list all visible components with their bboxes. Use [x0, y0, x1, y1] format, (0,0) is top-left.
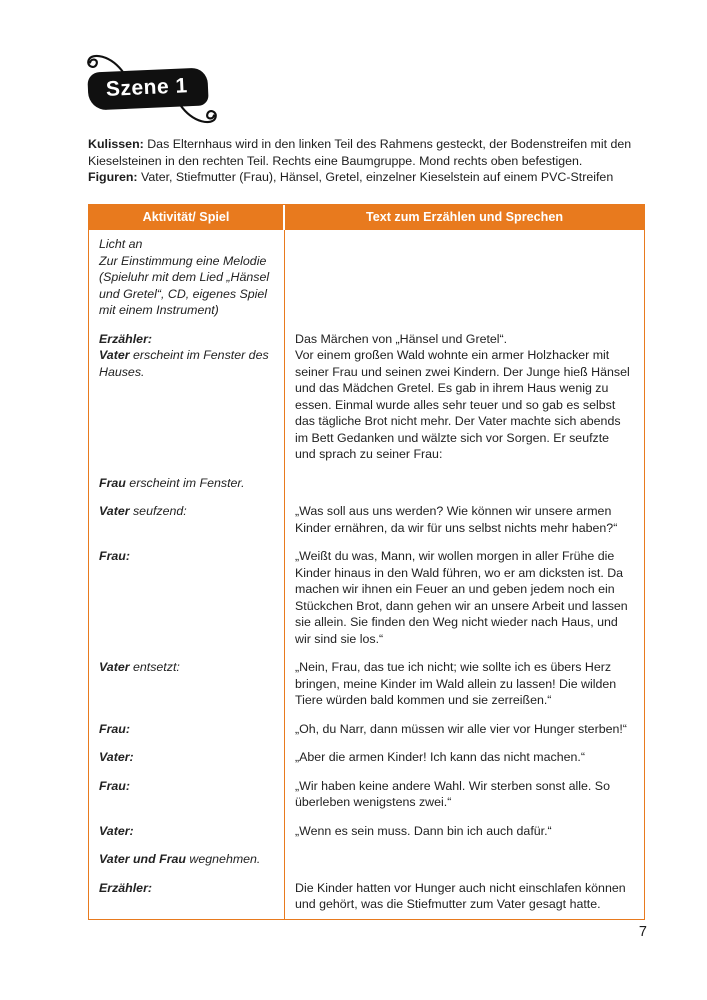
script-row [89, 653, 644, 715]
table-body [89, 230, 644, 919]
script-table [88, 204, 645, 920]
activity-line: Zur Einstimmung eine Melodie (Spieluhr mit dem Lied „Hänsel und Gretel“, CD, eigenes Spiel mit einem Instrument) [99, 253, 270, 317]
script-row [89, 743, 644, 772]
script-row [89, 469, 644, 498]
script-row [89, 497, 644, 542]
activity-cell [89, 715, 285, 744]
activity-line: Frau: [99, 778, 130, 793]
column-header-activity: Aktivität/ Spiel [89, 205, 285, 230]
speech-cell [285, 772, 644, 817]
column-header-speech: Text zum Erzählen und Sprechen [365, 210, 564, 224]
activity-line: Frau: [99, 549, 130, 563]
speech-line: Die Kinder hatten vor Hunger auch nicht einschlafen können und gehört, was die Stiefmutter zum Vater gesagt hatte. [295, 880, 626, 911]
speech-cell [285, 653, 644, 715]
script-row [89, 715, 644, 744]
speech-cell [285, 715, 644, 744]
script-row [89, 772, 644, 817]
speech-cell [285, 845, 644, 874]
speech-line: „Nein, Frau, das tue ich nicht; wie sollte ich es übers Herz bringen, meine Kinder im Wald allein zu lassen! Die wilden Tiere würden bald kommen und sie zerreißen.“ [295, 660, 617, 707]
script-row [89, 542, 644, 653]
script-row [89, 874, 644, 919]
speech-line: „Oh, du Narr, dann müssen wir alle vier vor Hunger sterben!“ [295, 721, 627, 736]
speech-cell [285, 817, 644, 846]
activity-line: Erzähler: [99, 331, 153, 346]
activity-line: Vater: [99, 823, 134, 838]
activity-line: Vater seufzend: [99, 504, 187, 518]
speech-cell [285, 542, 644, 653]
activity-cell [89, 469, 285, 498]
speech-cell [285, 874, 644, 919]
speech-cell [285, 469, 644, 498]
activity-cell [89, 743, 285, 772]
activity-line: Frau: [99, 721, 130, 736]
activity-line: Vater erscheint im Fenster des Hauses. [99, 348, 269, 379]
figuren-line [88, 169, 645, 186]
speech-line: Vor einem großen Wald wohnte ein armer Holzhacker mit seiner Frau und seinen zwei Kindern. Der Junge hieß Hänsel und das Mädchen Gretel. Es gab in ihrem Haus wenig zu essen. Einmal wurde alles sehr teuer und so gab es selbst das tägliche Brot nicht mehr. Der Vater machte sich abends im Bett Gedanken und wälzte sich vor Sorgen. Er seufzte und sprach zu seiner Frau: [295, 348, 630, 461]
speech-cell [285, 497, 644, 542]
speech-cell [285, 743, 644, 772]
speech-line: „Aber die armen Kinder! Ich kann das nicht machen.“ [295, 750, 585, 764]
table-header-row [89, 205, 644, 230]
activity-cell [89, 874, 285, 919]
kulissen-text: Das Elternhaus wird in den linken Teil des Rahmens gesteckt, der Bodenstreifen mit den Kieselsteinen in den rechten Teil. Rechts eine Baumgruppe. Mond rechts oben befestigen. [88, 137, 632, 168]
figuren-label: Figuren: [88, 170, 138, 184]
speech-line: Das Märchen von „Hänsel und Gretel“. [295, 331, 508, 346]
activity-cell [89, 542, 285, 653]
scene-badge [88, 70, 208, 108]
kulissen-line [88, 136, 645, 169]
activity-line: Vater: [99, 750, 134, 764]
activity-cell [89, 772, 285, 817]
activity-cell [89, 817, 285, 846]
script-row [89, 845, 644, 874]
intro-block [88, 136, 645, 186]
speech-cell [285, 325, 644, 469]
scene-badge-label: Szene 1 [105, 74, 189, 101]
activity-cell [89, 653, 285, 715]
swirl-flourish-bottom-icon [178, 102, 224, 128]
activity-line: Vater und Frau wegnehmen. [99, 852, 261, 866]
activity-cell [89, 845, 285, 874]
activity-line: Erzähler: [99, 880, 153, 895]
activity-cell [89, 497, 285, 542]
script-row [89, 230, 644, 325]
speech-line: „Was soll aus uns werden? Wie können wir unsere armen Kinder ernähren, da wir für uns selbst nichts mehr haben?“ [295, 504, 618, 535]
activity-cell [89, 325, 285, 469]
page-number: 7 [638, 924, 647, 940]
figuren-text: Vater, Stiefmutter (Frau), Hänsel, Gretel, einzelner Kieselstein auf einem PVC-Streifen [141, 170, 614, 184]
script-row [89, 817, 644, 846]
activity-cell [89, 230, 285, 325]
speech-cell [285, 230, 644, 325]
kulissen-label: Kulissen: [88, 137, 144, 151]
activity-line: Vater entsetzt: [99, 660, 180, 674]
script-row [89, 325, 644, 469]
activity-line: Licht an [99, 237, 143, 251]
activity-line: Frau erscheint im Fenster. [99, 475, 245, 490]
speech-line: „Wenn es sein muss. Dann bin ich auch dafür.“ [295, 823, 552, 838]
speech-line: „Wir haben keine andere Wahl. Wir sterben sonst alle. So überleben wenigstens zwei.“ [295, 778, 610, 809]
speech-line: „Weißt du was, Mann, wir wollen morgen in aller Frühe die Kinder hinaus in den Wald führen, wo er am dicksten ist. Da machen wir ihnen ein Feuer an und geben jedem noch ein Stückchen Brot, dann gehen wir an unsere Arbeit und lassen sie allein. Sie finden den Weg nicht wieder nach Haus, und wir sind sie los.“ [295, 549, 628, 646]
